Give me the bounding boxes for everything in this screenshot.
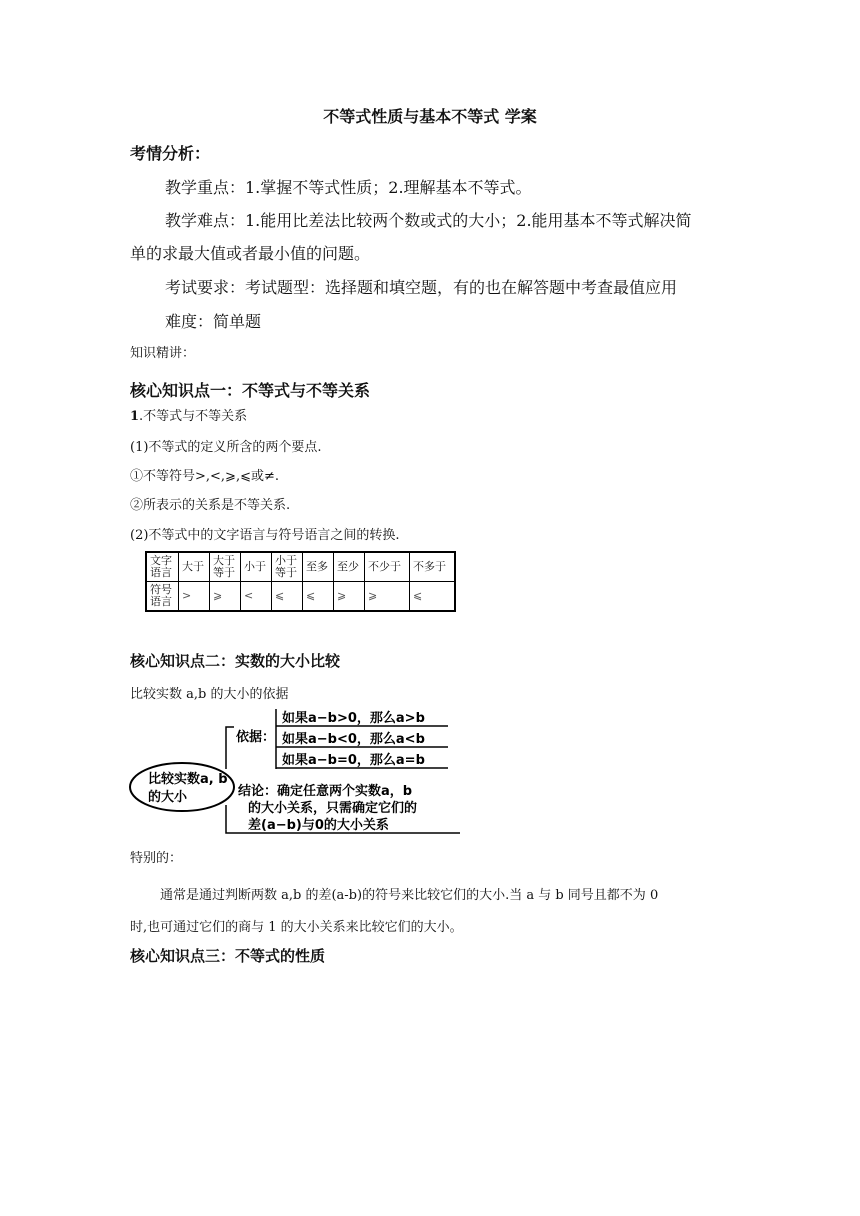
table-row-symbols bbox=[146, 582, 455, 612]
page-title: 不等式性质与基本不等式 学案 bbox=[323, 107, 537, 126]
knowledge-label: 知识精讲： bbox=[130, 346, 196, 361]
teaching-focus: 教学重点：1.掌握不等式性质；2.理解基本不等式。 bbox=[165, 178, 532, 197]
kp1-item1-text: .不等式与不等关系 bbox=[139, 409, 248, 424]
table-cell: ⩾ bbox=[334, 582, 365, 612]
table-cell: ⩽ bbox=[303, 582, 334, 612]
conclusion-line-3: 差(a−b)与0的大小关系 bbox=[248, 818, 389, 833]
special-label: 特别的： bbox=[130, 851, 183, 866]
table-cell: 至少 bbox=[334, 552, 365, 582]
table-cell: 不少于 bbox=[365, 552, 410, 582]
rule-2: 如果a−b<0，那么a<b bbox=[282, 732, 425, 747]
difficulty-level: 难度：简单题 bbox=[165, 312, 262, 331]
connector-basis bbox=[226, 727, 234, 769]
teaching-difficulty-cont: 单的求最大值或者最小值的问题。 bbox=[130, 244, 371, 263]
conclusion-line-2: 的大小关系，只需确定它们的 bbox=[248, 801, 418, 816]
table-cell: ⩾ bbox=[365, 582, 410, 612]
center-label-1: 比较实数a, b bbox=[148, 772, 228, 787]
table-cell: ⩾ bbox=[210, 582, 241, 612]
exam-requirement: 考试要求：考试题型：选择题和填空题，有的也在解答题中考查最值应用 bbox=[165, 278, 678, 297]
connector-conclusion bbox=[226, 805, 234, 833]
kp1-heading: 核心知识点一：不等式与不等关系 bbox=[130, 381, 371, 400]
table-header-cell: 文字 语言 bbox=[146, 552, 179, 582]
table-cell: 至多 bbox=[303, 552, 334, 582]
kp1-p4: (2)不等式中的文字语言与符号语言之间的转换. bbox=[130, 528, 400, 543]
conclusion-line-1: 结论：确定任意两个实数a，b bbox=[238, 784, 413, 799]
special-line-1: 通常是通过判断两数 a,b 的差(a-b)的符号来比较它们的大小.当 a 与 b 同号且都不为 0 bbox=[160, 888, 659, 903]
kp2-heading: 核心知识点二：实数的大小比较 bbox=[130, 652, 341, 670]
table-cell: ⩽ bbox=[272, 582, 303, 612]
table-cell: > bbox=[179, 582, 210, 612]
center-label-2: 的大小 bbox=[148, 790, 188, 805]
kp1-p3: ②所表示的关系是不等关系. bbox=[130, 498, 291, 513]
special-line-2: 时,也可通过它们的商与 1 的大小关系来比较它们的大小。 bbox=[130, 920, 463, 935]
teaching-difficulty: 教学难点：1.能用比差法比较两个数或式的大小；2.能用基本不等式解决简 bbox=[165, 211, 692, 230]
table-cell: 大于 bbox=[179, 552, 210, 582]
comparison-diagram bbox=[126, 705, 476, 840]
kp3-heading: 核心知识点三：不等式的性质 bbox=[130, 947, 326, 965]
exam-analysis-heading: 考情分析： bbox=[130, 144, 211, 163]
table-row-words bbox=[146, 552, 455, 582]
table-cell: < bbox=[241, 582, 272, 612]
table-cell: ⩽ bbox=[410, 582, 456, 612]
rule-1: 如果a−b>0，那么a>b bbox=[282, 711, 425, 726]
table-cell: 小于 等于 bbox=[272, 552, 303, 582]
kp2-intro: 比较实数 a,b 的大小的依据 bbox=[130, 687, 289, 702]
table-cell: 小于 bbox=[241, 552, 272, 582]
rule-3: 如果a−b=0，那么a=b bbox=[282, 753, 425, 768]
table-cell: 大于 等于 bbox=[210, 552, 241, 582]
kp1-item1 bbox=[130, 405, 247, 424]
word-symbol-table bbox=[145, 551, 456, 612]
table-cell: 不多于 bbox=[410, 552, 456, 582]
kp1-p2: ①不等符号>,<,⩾,⩽或≠. bbox=[130, 469, 279, 484]
table-header-cell: 符号 语言 bbox=[146, 582, 179, 612]
kp1-item1-number: 1 bbox=[130, 409, 140, 424]
basis-label: 依据： bbox=[236, 730, 276, 745]
kp1-p1: (1)不等式的定义所含的两个要点. bbox=[130, 440, 322, 455]
